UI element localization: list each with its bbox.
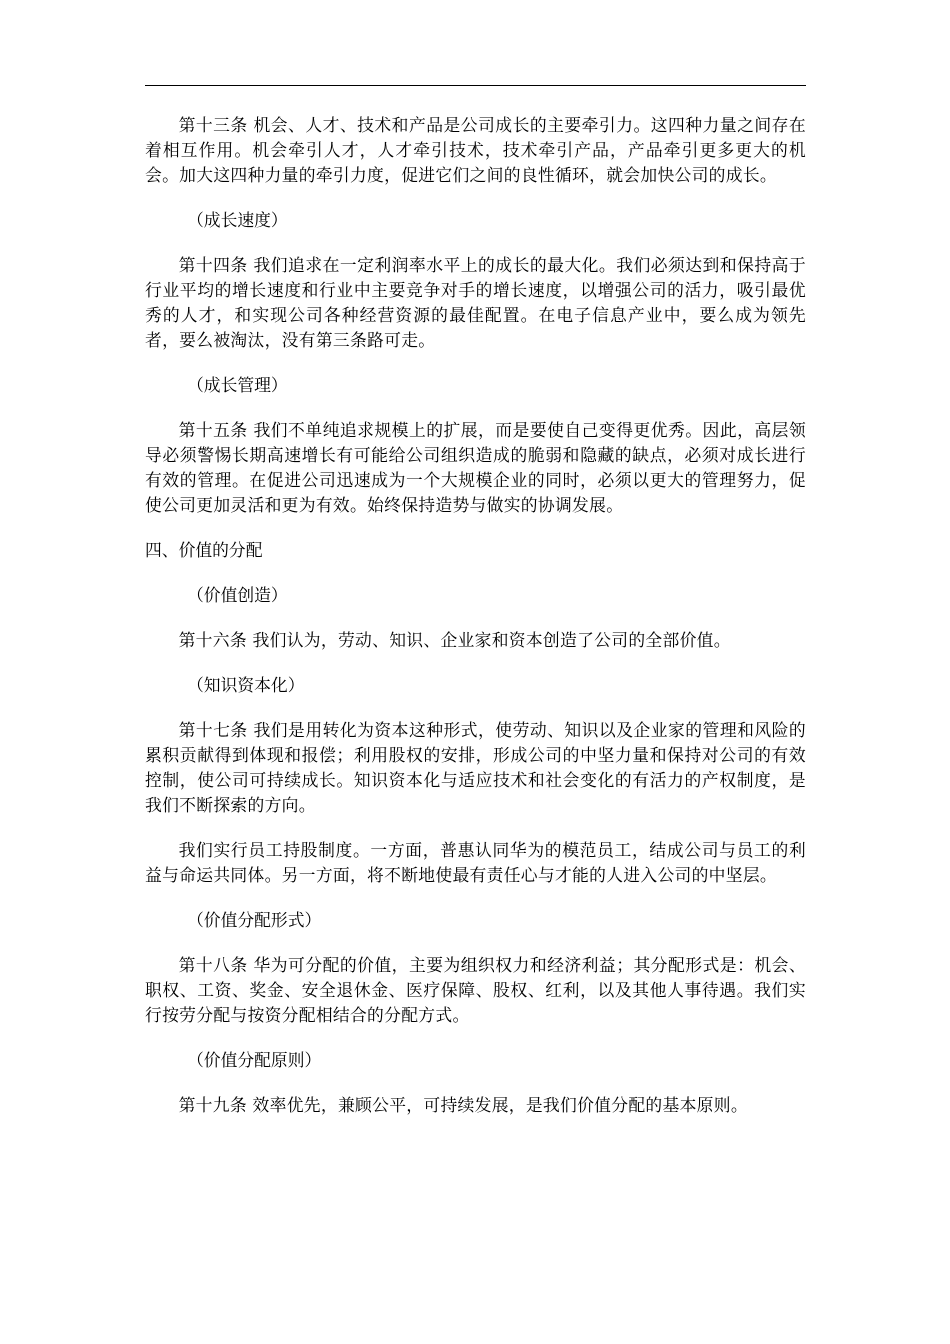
- subhead-knowledge-capitalization: （知识资本化）: [187, 675, 305, 695]
- subhead-growth-speed: （成长速度）: [187, 210, 288, 230]
- article-19: 第十九条 效率优先，兼顾公平，可持续发展，是我们价值分配的基本原则。: [178, 1095, 748, 1115]
- article-18: 第十八条 华为可分配的价值，主要为组织权力和经济利益；其分配形式是：机会、职权、工资、奖金、安全退休金、医疗保障、股权、红利，以及其他人事待遇。我们实行按劳分配与按资分配相结合的分配方式。: [145, 955, 806, 1025]
- subhead-value-creation: （价值创造）: [187, 585, 288, 605]
- document-body: [145, 113, 806, 1138]
- subhead-distribution-principles: （价值分配原则）: [187, 1050, 322, 1070]
- article-16: 第十六条 我们认为，劳动、知识、企业家和资本创造了公司的全部价值。: [178, 630, 731, 650]
- subhead-growth-management: （成长管理）: [187, 375, 288, 395]
- header-rule: [145, 85, 806, 86]
- section-value-distribution: 四、价值的分配: [145, 540, 263, 560]
- employee-stock-paragraph: 我们实行员工持股制度。一方面，普惠认同华为的模范员工，结成公司与员工的利益与命运共同体。另一方面，将不断地使最有责任心与才能的人进入公司的中坚层。: [145, 840, 806, 885]
- subhead-distribution-forms: （价值分配形式）: [187, 910, 322, 930]
- article-15: 第十五条 我们不单纯追求规模上的扩展，而是要使自己变得更优秀。因此，高层领导必须警惕长期高速增长有可能给公司组织造成的脆弱和隐藏的缺点，必须对成长进行有效的管理。在促进公司迅速成为一个大规模企业的同时，必须以更大的管理努力，促使公司更加灵活和更为有效。始终保持造势与做实的协调发展。: [145, 420, 806, 515]
- article-14: 第十四条 我们追求在一定利润率水平上的成长的最大化。我们必须达到和保持高于行业平均的增长速度和行业中主要竞争对手的增长速度，以增强公司的活力，吸引最优秀的人才，和实现公司各种经营资源的最佳配置。在电子信息产业中，要么成为领先者，要么被淘汰，没有第三条路可走。: [145, 255, 806, 350]
- article-17: 第十七条 我们是用转化为资本这种形式，使劳动、知识以及企业家的管理和风险的累积贡献得到体现和报偿；利用股权的安排，形成公司的中坚力量和保持对公司的有效控制，使公司可持续成长。知识资本化与适应技术和社会变化的有活力的产权制度，是我们不断探索的方向。: [145, 720, 806, 815]
- article-13: 第十三条 机会、人才、技术和产品是公司成长的主要牵引力。这四种力量之间存在着相互作用。机会牵引人才，人才牵引技术，技术牵引产品，产品牵引更多更大的机会。加大这四种力量的牵引力度，促进它们之间的良性循环，就会加快公司的成长。: [145, 115, 806, 185]
